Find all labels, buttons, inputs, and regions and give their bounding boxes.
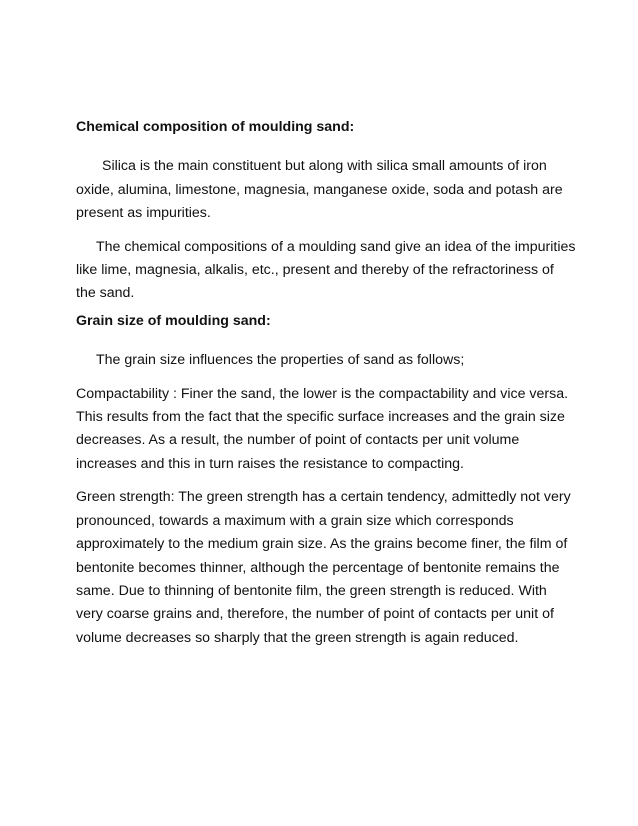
section-heading-chemical-composition: Chemical composition of moulding sand: <box>76 119 355 135</box>
paragraph-compactability: Compactability : Finer the sand, the lower is the compactability and vice versa. This results from the fact that the specific surface increases and the grain size decreases. As a result, the number of point of contacts per unit volume increases and this in turn raises the resistance to compacting. <box>76 385 569 472</box>
paragraph-silica: Silica is the main constituent but along with silica small amounts of iron oxide, alumina, limestone, magnesia, manganese oxide, soda and potash are present as impurities. <box>76 158 563 222</box>
section-heading-grain-size: Grain size of moulding sand: <box>76 312 271 329</box>
paragraph-grain-size-intro: The grain size influences the properties of sand as follows; <box>96 352 465 369</box>
paragraph-chemical-compositions: The chemical compositions of a moulding sand give an idea of the impurities like lime, magnesia, alkalis, etc., present and thereby of the refractoriness of the sand. <box>76 238 576 302</box>
paragraph-green-strength: Green strength: The green strength has a certain tendency, admittedly not very pronounced, towards a maximum with a grain size which corresponds approximately to the medium grain size. As the grains become finer, the film of bentonite becomes thinner, although the percentage of bentonite remains the same. Due to thinning of bentonite film, the green strength is reduced. With very coarse grains and, therefore, the number of point of contacts per unit of volume decreases so sharply that the green strength is again reduced. <box>76 489 571 646</box>
document-page <box>76 116 576 650</box>
